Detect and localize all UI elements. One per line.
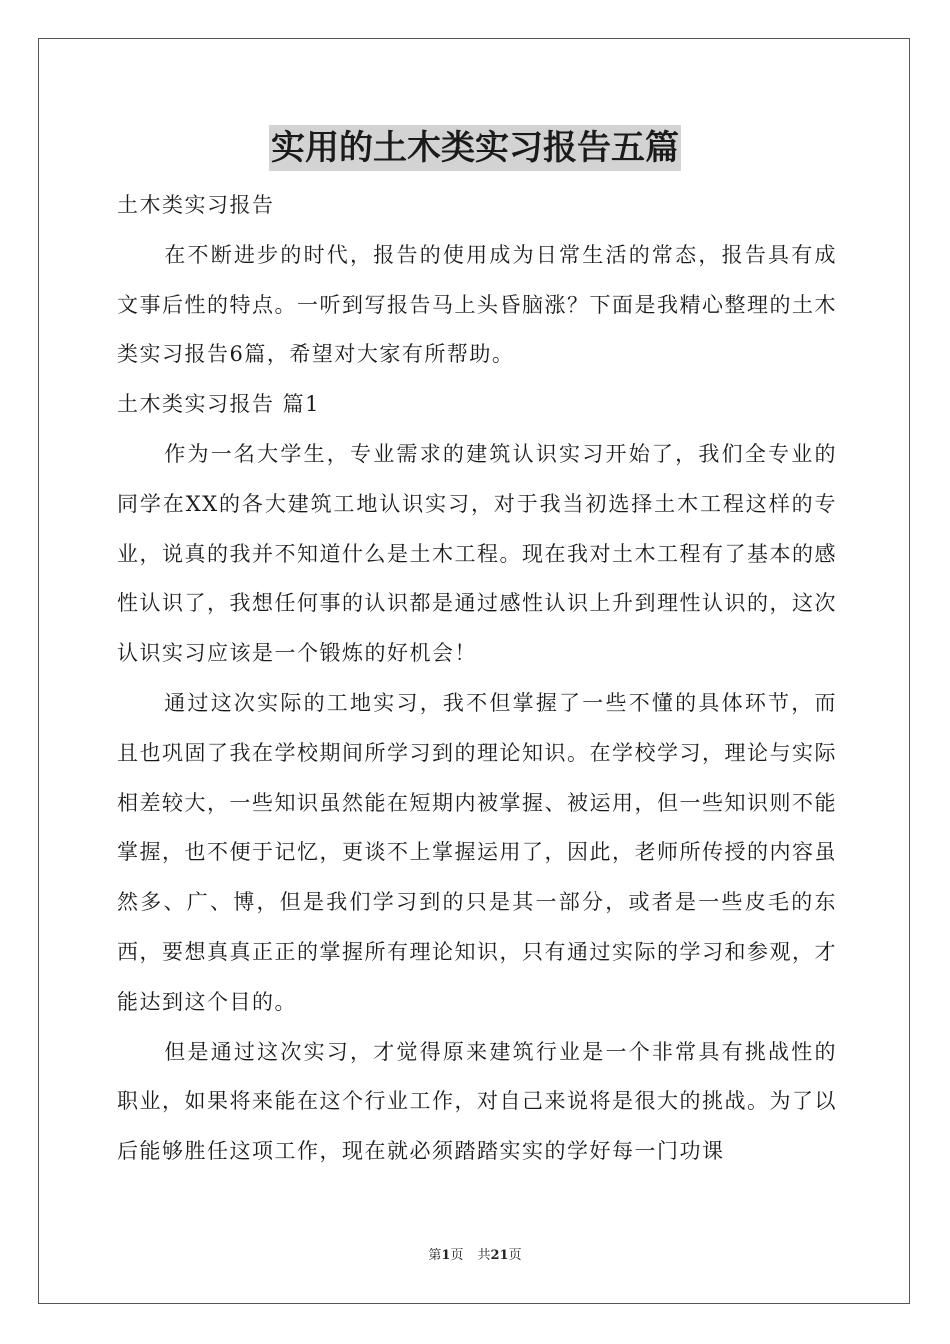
paragraph: 在不断进步的时代，报告的使用成为日常生活的常态，报告具有成文事后性的特点。一听到写报告马上头昏脑涨？下面是我精心整理的土木类实习报告6篇，希望对大家有所帮助。 [117,242,837,367]
document-body [117,181,837,1177]
footer-total-prefix: 共 [477,1248,491,1263]
paragraph: 通过这次实际的工地实习，我不但掌握了一些不懂的具体环节，而且也巩固了我在学校期间所学习到的理论知识。在学校学习，理论与实际相差较大，一些知识虽然能在短期内被掌握、被运用，但一些知识则不能掌握，也不便于记忆，更谈不上掌握运用了，因此，老师所传授的内容虽然多、广、博，但是我们学习到的只是其一部分，或者是一些皮毛的东西，要想真真正正的掌握所有理论知识，只有通过实际的学习和参观，才能达到这个目的。 [117,690,837,1014]
footer-total-unit: 页 [508,1248,522,1263]
paragraph: 但是通过这次实习，才觉得原来建筑行业是一个非常具有挑战性的职业，如果将来能在这个行业工作，对自己来说将是很大的挑战。为了以后能够胜任这项工作，现在就必须踏踏实实的学好每一门功课 [117,1039,837,1164]
page-footer [0,1246,950,1266]
section-heading: 土木类实习报告 [117,193,275,217]
title-container [0,125,950,171]
section-heading: 土木类实习报告 篇1 [117,392,321,417]
document-title: 实用的土木类实习报告五篇 [269,125,681,171]
footer-prefix: 第 [428,1248,442,1263]
footer-total-pages: 21 [490,1248,509,1263]
footer-page-unit: 页 [450,1248,464,1263]
footer-page-number: 1 [441,1248,451,1263]
paragraph: 作为一名大学生，专业需求的建筑认识实习开始了，我们全专业的同学在XX的各大建筑工地认识实习，对于我当初选择土木工程这样的专业，说真的我并不知道什么是土木工程。现在我对土木工程有了基本的感性认识了，我想任何事的认识都是通过感性认识上升到理性认识的，这次认识实习应该是一个锻炼的好机会！ [117,441,837,666]
